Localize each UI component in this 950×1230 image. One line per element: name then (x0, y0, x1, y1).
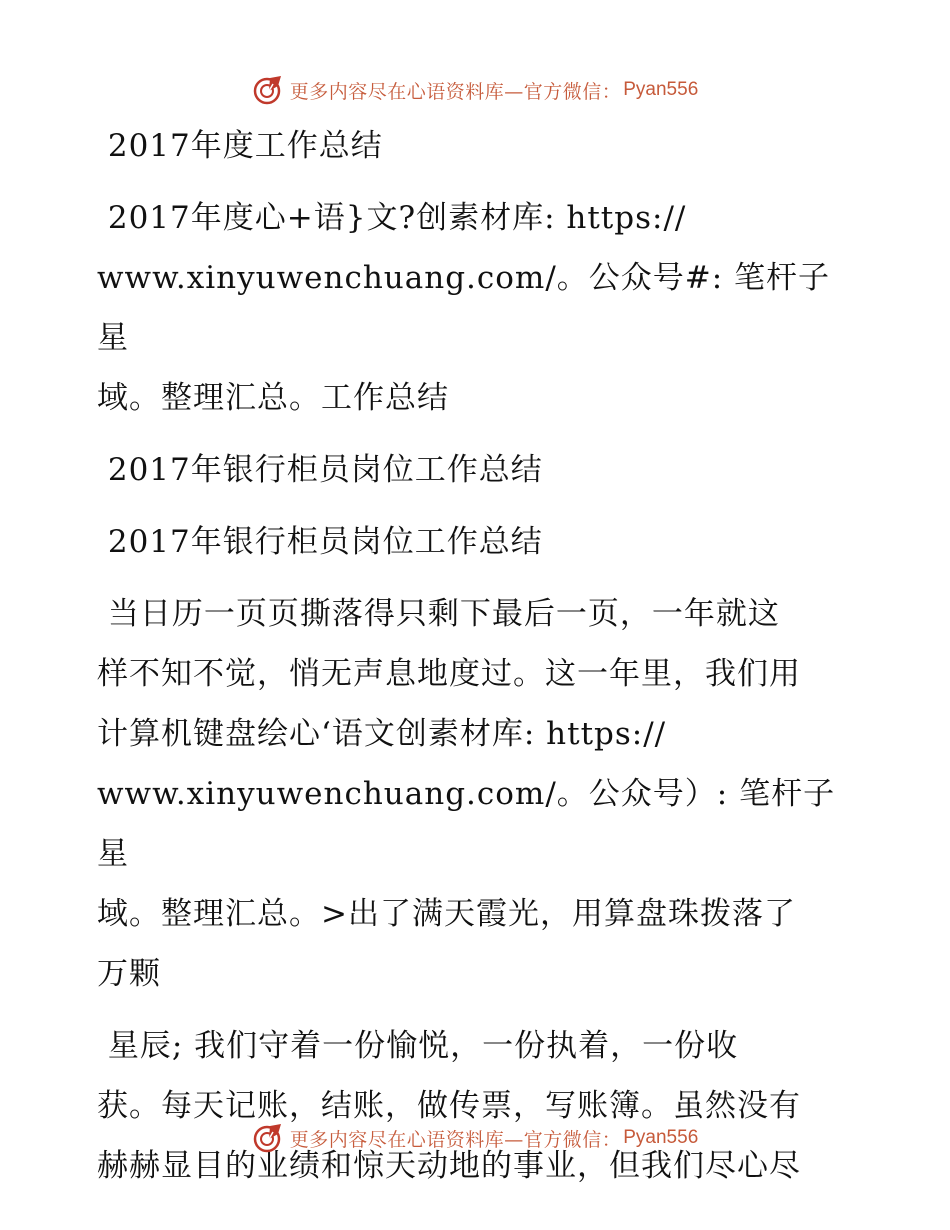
doc-paragraph: 2017年度心+语}文?创素材库: https:// www.xinyuwenchuang.com/。公众号#: 笔杆子星 域。整理汇总。工作总结 (97, 200, 831, 416)
document-body (97, 116, 857, 1196)
doc-paragraph: 当日历一页页撕落得只剩下最后一页，一年就这 样不知不觉，悄无声息地度过。这一年里，我们用 计算机键盘绘心‘语文创素材库: https:// www.xinyuwenchuang.com/。公众号）: 笔杆子星 域。整理汇总。>出了满天霞光，用算盘珠拨落了 万颗 (97, 596, 836, 992)
doc-title: 2017年度工作总结 (97, 128, 383, 164)
pen-logo-icon (252, 1122, 284, 1154)
watermark-wechat-id: Pyan556 (623, 79, 699, 100)
watermark-text: 更多内容尽在心语资料库—官方微信： (289, 1128, 622, 1151)
header-watermark (0, 70, 950, 110)
watermark-wechat-id: Pyan556 (623, 1127, 699, 1148)
watermark-text: 更多内容尽在心语资料库—官方微信： (289, 80, 622, 103)
pen-logo-icon (252, 74, 284, 106)
doc-paragraph: 星辰; 我们守着一份愉悦，一份执着，一份收 获。每天记账，结账，做传票，写账簿。虽然没有 赫赫显目的业绩和惊天动地的事业，但我们尽心尽 (97, 1028, 801, 1184)
doc-subtitle: 2017年银行柜员岗位工作总结 (97, 452, 543, 488)
footer-watermark (0, 1118, 950, 1158)
doc-subtitle: 2017年银行柜员岗位工作总结 (97, 524, 543, 560)
